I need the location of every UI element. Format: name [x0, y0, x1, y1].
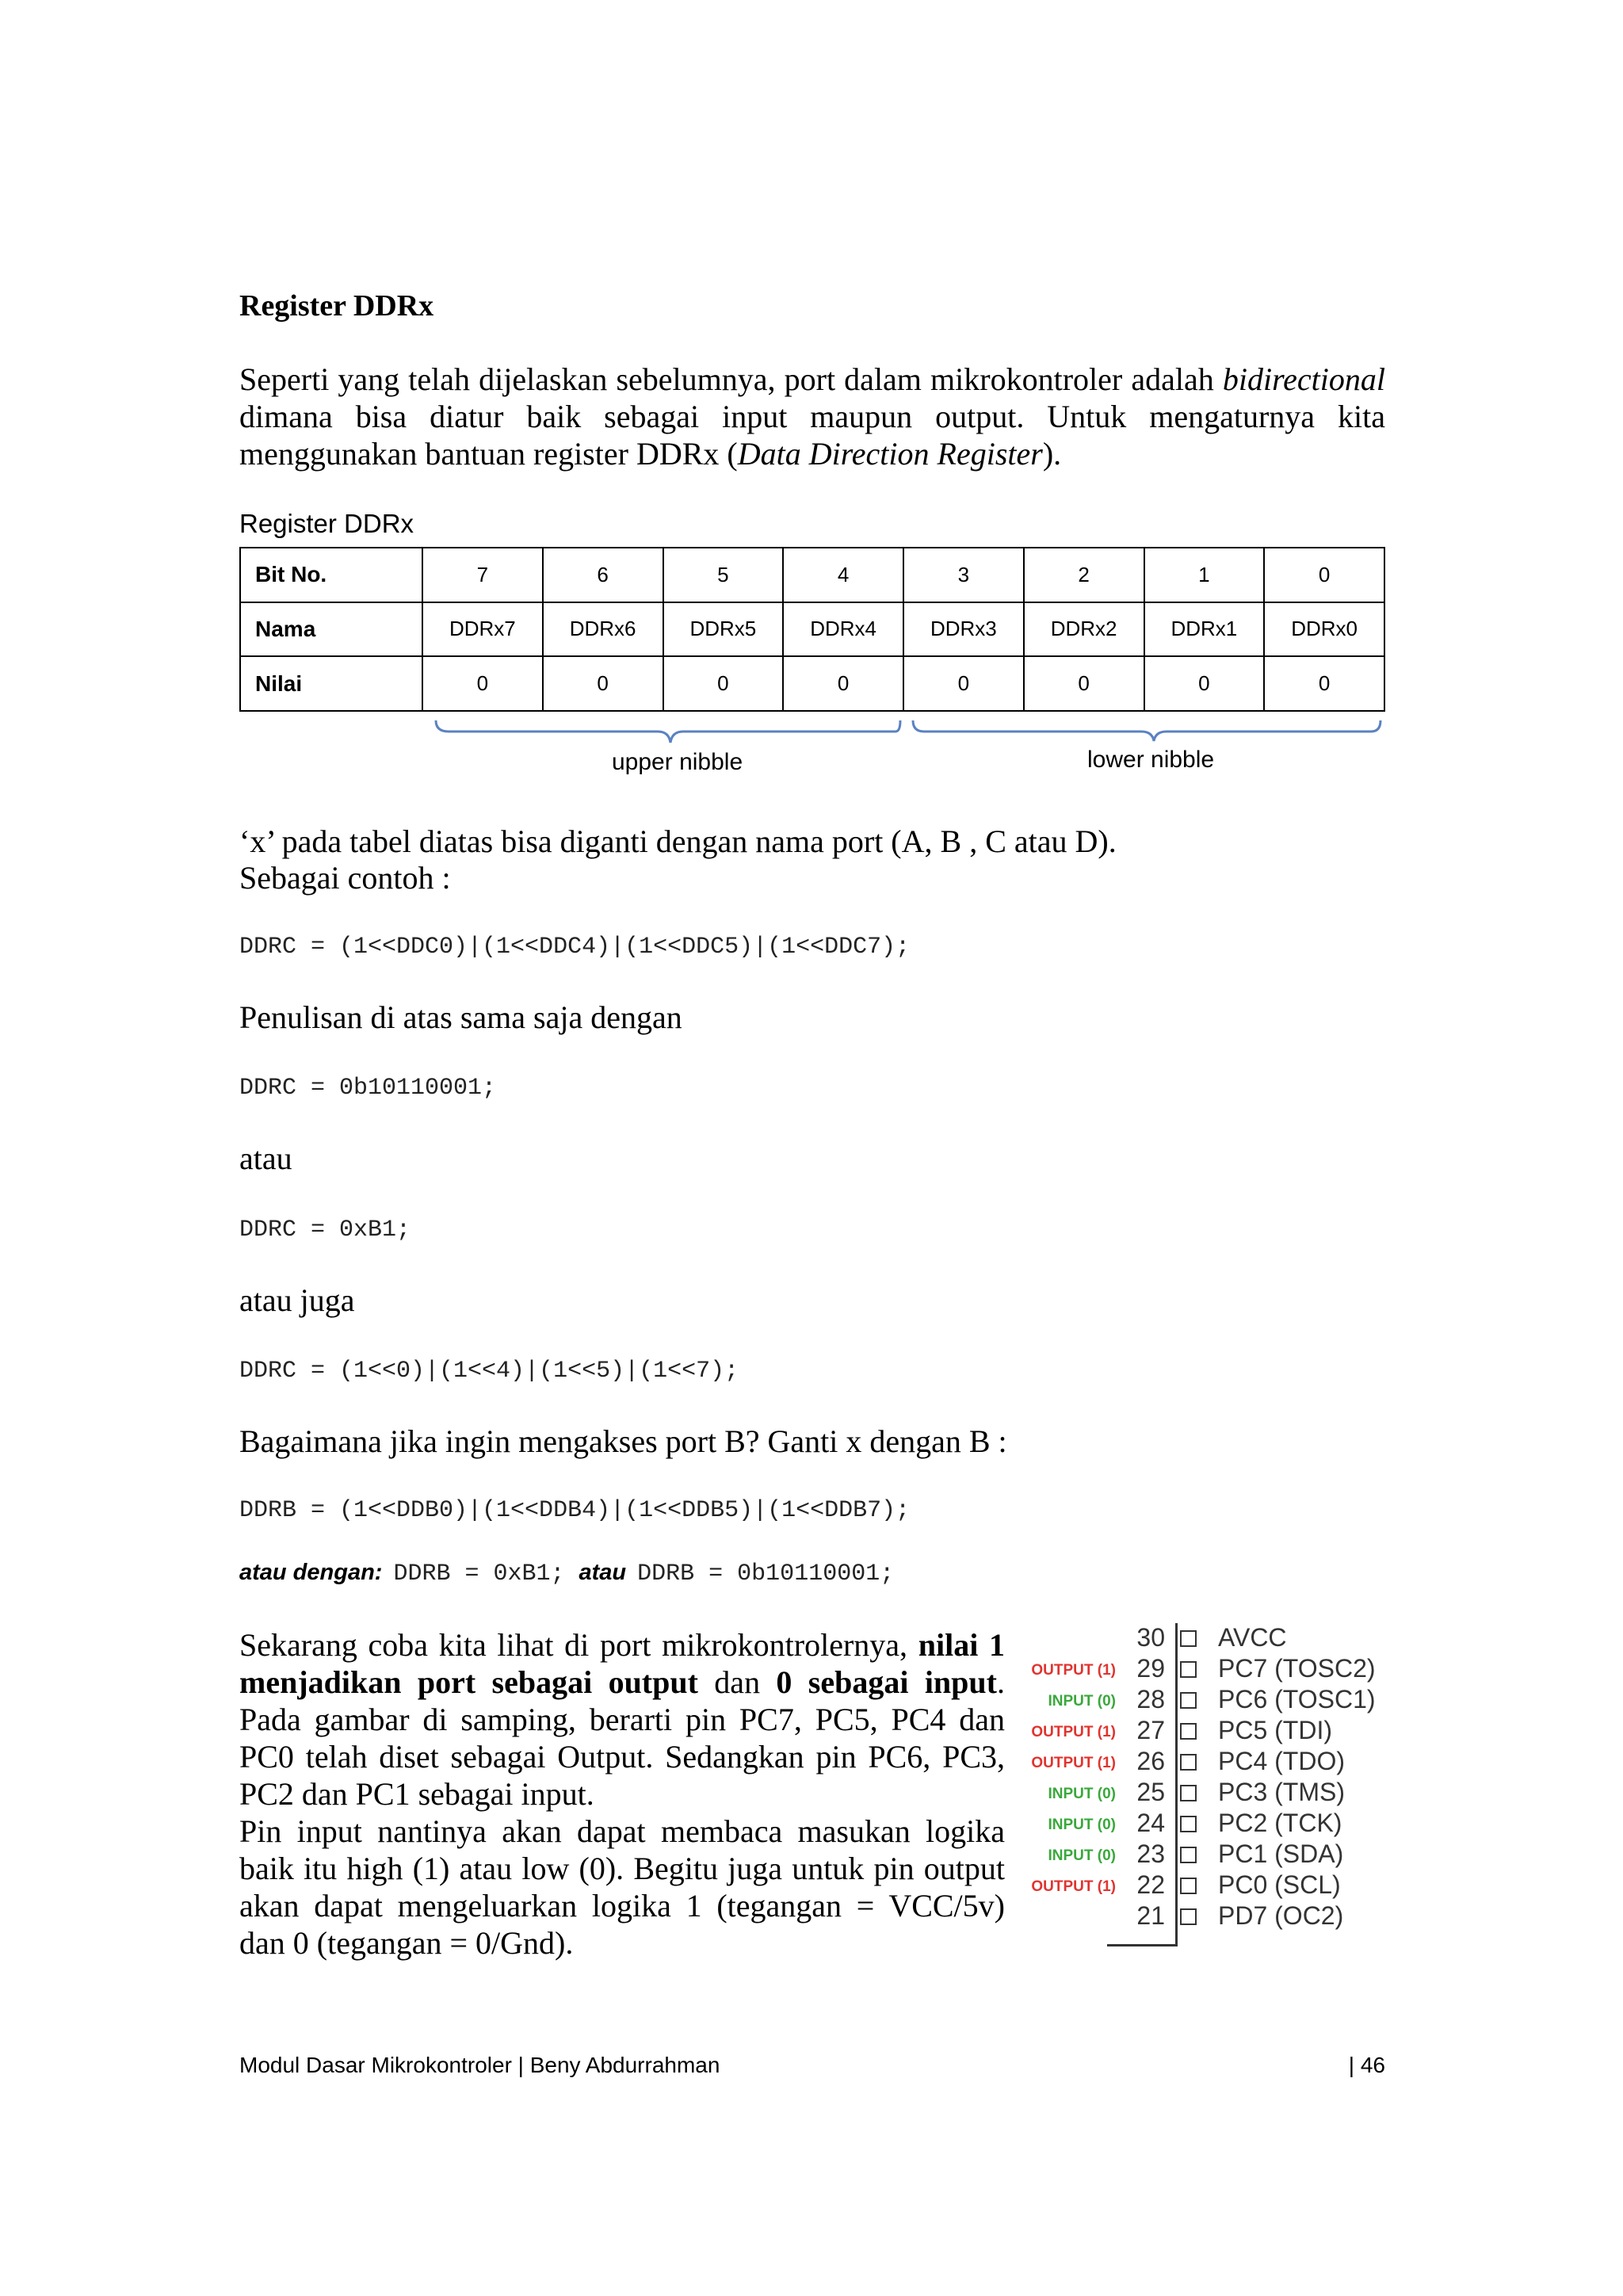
upper-nibble-label: upper nibble	[612, 749, 743, 775]
alt-label-1: atau dengan:	[239, 1560, 383, 1585]
table-cell: DDRx7	[422, 602, 543, 657]
chip-bottom-line	[1107, 1944, 1178, 1946]
pin-name: AVCC	[1218, 1623, 1287, 1652]
pin-direction-tag: OUTPUT (1)	[1031, 1755, 1116, 1771]
row-label: Nama	[240, 602, 422, 657]
upper-nibble-brace	[436, 720, 900, 743]
pin-name: PC2 (TCK)	[1218, 1809, 1342, 1837]
pin-direction-tag: INPUT (0)	[1048, 1786, 1116, 1802]
pin-row	[0, 1654, 1623, 1686]
table-cell: 3	[903, 548, 1024, 602]
pin-number: 24	[1136, 1809, 1165, 1837]
table-cell: DDRx5	[663, 602, 784, 657]
nibble-braces	[428, 717, 1395, 749]
pin-name: PC3 (TMS)	[1218, 1778, 1345, 1806]
closing-text-1: Sekarang coba kita lihat di port mikrokontrolernya,	[239, 1627, 918, 1663]
table-cell: 0	[1144, 656, 1265, 711]
pin-name: PC7 (TOSC2)	[1218, 1654, 1376, 1683]
closing-text-3: . Pada gambar di samping, berarti pin PC7, PC5, PC4 dan PC0 telah diset sebagai Output. Sedangkan pin PC6, PC3, PC2 dan PC1 sebagai input.	[239, 1664, 1005, 1812]
pin-row	[0, 1716, 1623, 1748]
atau-text-1: atau	[239, 1140, 292, 1176]
pin-name: PD7 (OC2)	[1218, 1901, 1344, 1930]
code-line-3: DDRC = 0xB1;	[239, 1217, 411, 1244]
lower-nibble-label: lower nibble	[1087, 747, 1215, 773]
intro-paragraph	[239, 361, 1385, 472]
pin-number: 28	[1136, 1685, 1165, 1713]
table-cell: DDRx4	[783, 602, 903, 657]
page-number: | 46	[1348, 2053, 1385, 2077]
table-caption: Register DDRx	[239, 509, 414, 538]
table-cell: 0	[543, 656, 663, 711]
register-table	[239, 547, 1385, 712]
code-line-5: DDRB = (1<<DDB0)|(1<<DDB4)|(1<<DDB5)|(1<<DDB7);	[239, 1497, 911, 1524]
table-cell: 1	[1144, 548, 1265, 602]
table-cell: DDRx2	[1024, 602, 1144, 657]
pin-number: 22	[1136, 1870, 1165, 1899]
alt-code-b: DDRB = 0b10110001;	[637, 1561, 895, 1587]
same-text: Penulisan di atas sama saja dengan	[239, 999, 682, 1035]
table-cell: 0	[783, 656, 903, 711]
pin-number: 26	[1136, 1747, 1165, 1775]
table-cell: 6	[543, 548, 663, 602]
table-cell: DDRx0	[1264, 602, 1384, 657]
pin-name: PC6 (TOSC1)	[1218, 1685, 1376, 1713]
table-cell: DDRx1	[1144, 602, 1265, 657]
pin-number: 23	[1136, 1839, 1165, 1868]
table-cell: 0	[903, 656, 1024, 711]
intro-emphasis-2: Data Direction Register	[737, 436, 1043, 472]
pin-square-icon	[1180, 1723, 1197, 1740]
closing-paragraph-2: Pin input nantinya akan dapat membaca masukan logika baik itu high (1) atau low (0). Begitu juga untuk pin output akan dapat mengeluarkan logika 1 (tegangan = VCC/5v) dan 0 (tegangan = 0/Gnd).	[239, 1813, 1005, 1961]
table-cell: 5	[663, 548, 784, 602]
pin-direction-tag: INPUT (0)	[1048, 1693, 1116, 1710]
pin-square-icon	[1180, 1878, 1197, 1894]
pin-square-icon	[1180, 1661, 1197, 1678]
table-cell: 2	[1024, 548, 1144, 602]
table-row-nilai	[240, 656, 1384, 711]
pin-square-icon	[1180, 1908, 1197, 1925]
code-line-2: DDRC = 0b10110001;	[239, 1075, 497, 1102]
pin-name: PC0 (SCL)	[1218, 1870, 1341, 1899]
pin-square-icon	[1180, 1630, 1197, 1647]
intro-text-2: dimana bisa diatur baik sebagai input maupun output. Untuk mengaturnya kita menggunakan bantuan register DDRx (	[239, 399, 1385, 472]
alt-label-2: atau	[579, 1560, 627, 1585]
explain-line-1: ‘x’ pada tabel diatas bisa diganti dengan nama port (A, B , C atau D).	[239, 823, 1117, 859]
pin-square-icon	[1180, 1816, 1197, 1832]
table-cell: 0	[663, 656, 784, 711]
table-row-nama	[240, 602, 1384, 657]
alt-line	[239, 1560, 894, 1587]
pin-direction-tag: INPUT (0)	[1048, 1817, 1116, 1833]
pin-name: PC4 (TDO)	[1218, 1747, 1345, 1775]
alt-code-a: DDRB = 0xB1;	[393, 1561, 565, 1587]
pin-name: PC1 (SDA)	[1218, 1839, 1344, 1868]
pin-row	[0, 1809, 1623, 1840]
closing-bold-2: 0 sebagai input	[776, 1664, 997, 1700]
closing-text-2: dan	[697, 1664, 777, 1700]
portb-text: Bagaimana jika ingin mengakses port B? Ganti x dengan B :	[239, 1423, 1007, 1459]
pin-row	[0, 1870, 1623, 1902]
section-heading: Register DDRx	[239, 289, 434, 323]
pin-row	[0, 1685, 1623, 1717]
table-cell: DDRx3	[903, 602, 1024, 657]
table-cell: 7	[422, 548, 543, 602]
pin-row	[0, 1901, 1623, 1933]
pin-square-icon	[1180, 1847, 1197, 1863]
table-cell: 0	[1264, 548, 1384, 602]
atau-juga-text: atau juga	[239, 1282, 355, 1318]
pin-square-icon	[1180, 1785, 1197, 1801]
pin-direction-tag: OUTPUT (1)	[1031, 1878, 1116, 1895]
row-label: Bit No.	[240, 548, 422, 602]
code-line-1: DDRC = (1<<DDC0)|(1<<DDC4)|(1<<DDC5)|(1<<DDC7);	[239, 934, 911, 961]
row-label: Nilai	[240, 656, 422, 711]
pin-number: 29	[1136, 1654, 1165, 1683]
pin-row	[0, 1747, 1623, 1778]
intro-text-3: ).	[1042, 436, 1062, 472]
pin-row	[0, 1839, 1623, 1871]
pin-row	[0, 1778, 1623, 1809]
table-cell: DDRx6	[543, 602, 663, 657]
pin-square-icon	[1180, 1692, 1197, 1709]
pin-number: 27	[1136, 1716, 1165, 1744]
pin-direction-tag: OUTPUT (1)	[1031, 1724, 1116, 1740]
pin-name: PC5 (TDI)	[1218, 1716, 1332, 1744]
explain-line-2: Sebagai contoh :	[239, 860, 451, 896]
pin-square-icon	[1180, 1754, 1197, 1771]
pin-row	[0, 1623, 1623, 1655]
footer-left: Modul Dasar Mikrokontroler | Beny Abdurrahman	[239, 2053, 720, 2077]
pin-number: 21	[1136, 1901, 1165, 1930]
closing-bold-1: nilai 1 menjadikan port sebagai output	[239, 1627, 1005, 1700]
table-cell: 0	[422, 656, 543, 711]
pin-number: 25	[1136, 1778, 1165, 1806]
intro-text-1: Seperti yang telah dijelaskan sebelumnya, port dalam mikrokontroler adalah	[239, 361, 1223, 397]
pin-number: 30	[1136, 1623, 1165, 1652]
table-cell: 0	[1264, 656, 1384, 711]
lower-nibble-brace	[913, 720, 1381, 741]
intro-emphasis-1: bidirectional	[1222, 361, 1385, 397]
table-cell: 4	[783, 548, 903, 602]
code-line-4: DDRC = (1<<0)|(1<<4)|(1<<5)|(1<<7);	[239, 1358, 739, 1385]
pin-direction-tag: INPUT (0)	[1048, 1847, 1116, 1864]
chip-edge-line	[1175, 1623, 1178, 1946]
pin-direction-tag: OUTPUT (1)	[1031, 1662, 1116, 1679]
table-row-bit-no	[240, 548, 1384, 602]
table-cell: 0	[1024, 656, 1144, 711]
